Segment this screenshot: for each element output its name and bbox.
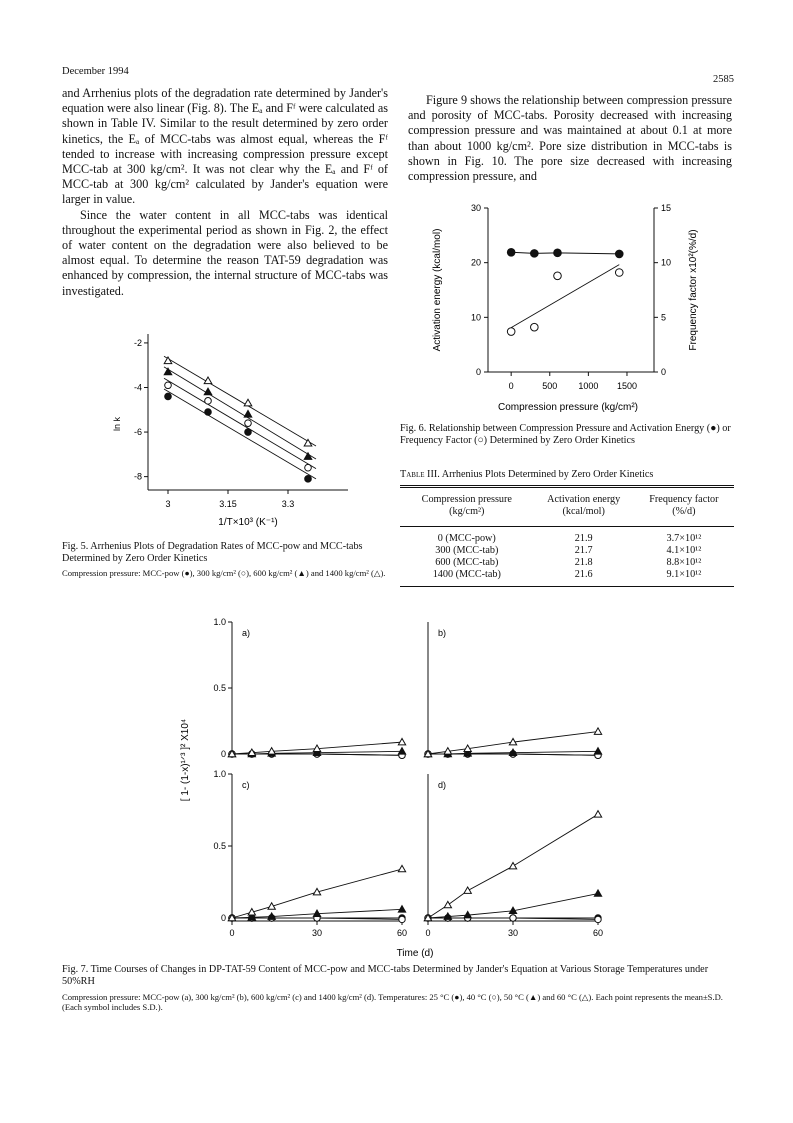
data-point (594, 728, 601, 734)
left-column-text (62, 86, 388, 299)
table3-col-header: Frequency factor (%/d) (649, 494, 719, 517)
x-tick-label: 1500 (616, 381, 637, 391)
fig5-chart (100, 322, 360, 532)
table3-title (400, 469, 734, 481)
data-point (205, 398, 212, 405)
x-tick-label: 0 (508, 381, 514, 391)
x-tick-label: 0 (229, 928, 235, 938)
table-row: 0 (MCC-pow) 21.9 3.7×10¹² (437, 533, 702, 544)
data-point (615, 269, 623, 277)
data-point (595, 916, 601, 922)
data-point (507, 328, 515, 336)
y2-tick-label: 5 (661, 312, 667, 323)
y-tick-label: -8 (133, 471, 142, 482)
fig7-y-label: [ 1- (1-x)¹ᐟ³ ]² X10⁴ (180, 718, 191, 802)
table3-col-header: Compression pressure (kg/cm²) (421, 494, 512, 517)
y-tick-label: 1.0 (213, 617, 226, 627)
x-tick-label: 3.15 (219, 499, 237, 509)
fit-line (164, 389, 316, 479)
data-point (165, 393, 172, 400)
fit-line (164, 356, 316, 446)
data-point (594, 890, 601, 896)
data-point (305, 476, 312, 483)
data-point (398, 738, 405, 744)
data-point (398, 865, 405, 871)
table3-bottom-rule (400, 586, 734, 587)
fig5-caption: Fig. 5. Arrhenius Plots of Degradation Rates of MCC-pow and MCC-tabs Determined by Zero Order Kinetics (62, 541, 363, 565)
data-point (244, 399, 252, 406)
y-tick-label: -6 (133, 427, 142, 438)
x-tick-label: 1000 (578, 381, 599, 391)
table3-header-rule (400, 526, 734, 527)
running-header-date: December 1994 (62, 66, 129, 77)
data-point (531, 323, 539, 331)
table-row: 300 (MCC-tab) 21.7 4.1×10¹² (435, 545, 702, 556)
data-point (399, 916, 405, 922)
page-number: 2585 (713, 74, 734, 85)
y2-tick-label: 15 (661, 203, 672, 213)
data-point (464, 887, 471, 893)
data-point (554, 272, 562, 280)
y-tick-label: 10 (470, 312, 481, 323)
data-point (444, 901, 451, 907)
data-point (615, 250, 623, 258)
x-tick-label: 60 (396, 928, 408, 938)
table3-header (400, 494, 734, 518)
x-tick-label: 30 (507, 928, 519, 938)
data-point (507, 248, 515, 256)
y-tick-label: 0 (220, 913, 226, 923)
fig6-right-y-label: Frequency factor x10²(%/d) (688, 229, 699, 351)
data-point (510, 915, 516, 921)
panel-label: d) (438, 780, 447, 790)
x-tick-label: 3 (165, 499, 171, 509)
fig7-x-label: Time (d) (396, 948, 434, 959)
x-tick-label: 500 (542, 381, 558, 391)
table-row: 600 (MCC-tab) 21.8 8.8×10¹² (435, 557, 702, 568)
panel-label: b) (438, 628, 447, 638)
x-tick-label: 3.3 (281, 499, 295, 509)
table3-top-rule (400, 485, 734, 486)
data-point (398, 906, 405, 912)
fig6-chart (418, 196, 728, 418)
y-tick-label: -2 (133, 337, 142, 348)
data-point (205, 409, 212, 416)
frequency-factor-fit-line (511, 265, 619, 328)
table3-col-header: Activation energy (kcal/mol) (547, 494, 621, 517)
y-tick-label: 0 (475, 367, 481, 377)
fig7-plot-area (213, 617, 603, 938)
data-point (305, 464, 312, 471)
y-tick-label: 1.0 (213, 769, 226, 779)
y-tick-label: 30 (470, 203, 481, 213)
x-tick-label: 60 (592, 928, 604, 938)
fig7-caption: Fig. 7. Time Courses of Changes in DP-TAT-59 Content of MCC-pow and MCC-tabs Determined by Jander's Equation at Various Storage Temperatures under 50%RH (62, 964, 709, 988)
x-tick-label: 30 (311, 928, 323, 938)
fit-line (164, 378, 316, 468)
paragraph: Since the water content in all MCC-tabs was identical throughout the experimental period as shown in Fig. 2, the effect of water content on the degradation were also believed to be almost equal. To determine the reason TAT-59 degradation was enhanced by compression, the internal structure of MCC-tabs was investigated. (62, 207, 388, 298)
fig6-caption: Fig. 6. Relationship between Compression Pressure and Activation Energy (●) or Frequency Factor (○) Determined by Zero Order Kinetics (400, 423, 731, 447)
table-row: 1400 (MCC-tab) 21.6 9.1×10¹² (432, 569, 702, 580)
table3-title-text: Arrhenius Plots Determined by Zero Order Kinetics (441, 469, 654, 480)
data-point (594, 748, 601, 754)
fig7-chart (170, 612, 630, 960)
fig5-x-label: 1/T×10³ (K⁻¹) (218, 517, 278, 528)
y-tick-label: 0.5 (213, 683, 226, 693)
fig5-caption-note: Compression pressure: MCC-pow (●), 300 kg/cm² (○), 600 kg/cm² (▲) and 1400 kg/cm² (△). (62, 568, 386, 578)
fig5-y-label: ln k (112, 416, 122, 432)
fig6-ticks (471, 203, 671, 391)
table3-label: Table III. (400, 469, 440, 480)
x-tick-label: 0 (425, 928, 431, 938)
data-point (245, 420, 252, 427)
fig6-plot-area (507, 248, 623, 335)
data-point (164, 368, 172, 375)
y-tick-label: 0.5 (213, 841, 226, 851)
table3-body (400, 533, 734, 581)
fig7-caption-note: Compression pressure: MCC-pow (a), 300 kg/cm² (b), 600 kg/cm² (c) and 1400 kg/cm² (d). Temperatures: 25 °C (●), 40 °C (○), 50 °C (▲) and 60 °C (△). Each point represents the mean±S.D. (Each symbol includes S.D.). (62, 992, 723, 1013)
panel-label: a) (242, 628, 251, 638)
data-point (594, 811, 601, 817)
data-point (554, 249, 562, 257)
data-point (509, 862, 516, 868)
data-point (165, 382, 172, 389)
fig5-plot-area (164, 356, 316, 482)
y2-tick-label: 0 (661, 367, 667, 377)
table3-top-rule-2 (400, 487, 734, 488)
activation-energy-line (511, 252, 619, 254)
y2-tick-label: 10 (661, 257, 672, 268)
data-point (398, 748, 405, 754)
data-point (531, 250, 539, 258)
fig6-x-label: Compression pressure (kg/cm²) (497, 402, 639, 413)
panel-label: c) (242, 780, 250, 790)
fit-line (164, 367, 316, 459)
fig6-left-y-label: Activation energy (kcal/mol) (432, 228, 443, 352)
right-column-text (408, 93, 732, 184)
y-tick-label: -4 (133, 382, 142, 393)
fig5-ticks (134, 338, 294, 509)
paragraph: Figure 9 shows the relationship between compression pressure and porosity of MCC-tabs. Porosity decreased with increasing compression pressure and was maintained at about 0.1 at more than about 1000 kg/cm². Pore size distribution in MCC-tabs is shown in Fig. 10. The pore size decreased with increasing compression pressure, and (408, 93, 732, 184)
y-tick-label: 20 (470, 257, 481, 268)
paragraph: and Arrhenius plots of the degradation rate determined by Jander's equation were also linear (Fig. 8). The Eₐ and Fᶠ were calculated as shown in Table IV. Similar to the result determined by zero order kinetics, the Eₐ of MCC-tabs was almost equal, whereas the Fᶠ tended to increase with increasing compression pressure except MCC-tab at 300 kg/cm². It was not clear why the Eₐ and Fᶠ of MCC-tab at 300 kg/cm² calculated by Jander's equation were larger in value. (62, 86, 388, 207)
y-tick-label: 0 (220, 749, 226, 759)
data-point (244, 410, 252, 417)
